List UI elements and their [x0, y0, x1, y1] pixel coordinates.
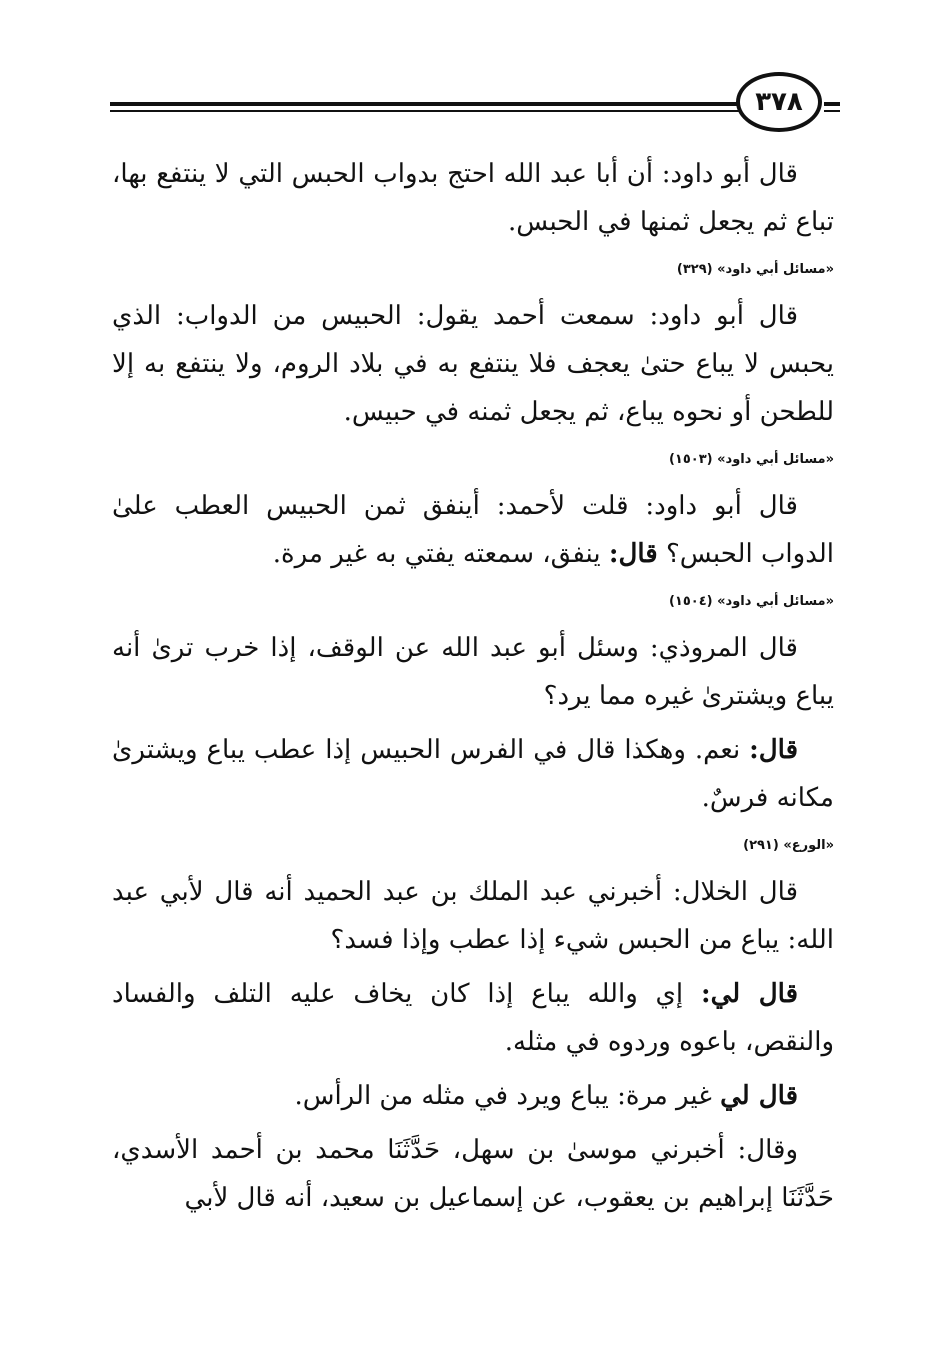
source-reference: «مسائل أبي داود» (٣٢٩) [676, 262, 834, 277]
paragraph-text: قال أبو داود: قلت لأحمد: أينفق ثمن الحبيس العطب علىٰ الدواب الحبس؟ [112, 491, 834, 569]
paragraph [112, 868, 834, 964]
header-rule-thick [110, 102, 740, 106]
paragraph [112, 1126, 834, 1222]
speaker-label: قال: [608, 539, 658, 569]
page-number-badge [736, 72, 822, 132]
paragraph-text: قال الخلال: أخبرني عبد الملك بن عبد الحميد أنه قال لأبي عبد الله: يباع من الحبس شيء إذا عطب وإذا فسد؟ [112, 877, 834, 955]
paragraph-text: غير مرة: يباع ويرد في مثله من الرأس. [294, 1081, 712, 1111]
page-header [110, 70, 840, 134]
header-rule-thin [110, 110, 740, 112]
page-number: ٣٧٨ [755, 87, 803, 117]
paragraph [112, 624, 834, 720]
speaker-label: قال لي [720, 1081, 798, 1111]
paragraph [112, 292, 834, 436]
page-body [112, 150, 834, 1222]
header-rule-thin-right [824, 110, 840, 112]
paragraph-text: وقال: أخبرني موسىٰ بن سهل، حَدَّثَنَا محمد بن أحمد الأسدي، حَدَّثَنَا إبراهيم بن يعقوب، عن إسماعيل بن سعيد، أنه قال لأبي [112, 1135, 834, 1213]
paragraph-text: قال المروذي: وسئل أبو عبد الله عن الوقف، إذا خرب ترىٰ أنه يباع ويشترىٰ غيره مما يرد؟ [112, 633, 834, 711]
source-reference: «مسائل أبي داود» (١٥٠٣) [668, 452, 834, 467]
speaker-label: قال لي: [700, 979, 799, 1009]
source-reference: «الورع» (٢٩١) [743, 838, 834, 853]
paragraph-text: نعم. وهكذا قال في الفرس الحبيس إذا عطب يباع ويشترىٰ مكانه فرسٌ. [112, 735, 834, 813]
paragraph [112, 482, 834, 578]
source-reference: «مسائل أبي داود» (١٥٠٤) [668, 594, 834, 609]
header-rule-thick-right [824, 102, 840, 106]
speaker-label: قال: [749, 735, 798, 765]
paragraph [112, 970, 834, 1066]
paragraph-text: قال أبو داود: سمعت أحمد يقول: الحبيس من الدواب: الذي يحبس لا يباع حتىٰ يعجف فلا ينتفع به في بلاد الروم، ولا ينتفع به إلا للطحن أو نحوه يباع، ثم يجعل ثمنه في حبيس. [112, 301, 834, 427]
paragraph [112, 150, 834, 246]
paragraph [112, 726, 834, 822]
paragraph-text: إي والله يباع إذا كان يخاف عليه التلف والفساد والنقص، باعوه وردوه في مثله. [112, 979, 834, 1057]
paragraph-text: ينفق، سمعته يفتي به غير مرة. [272, 539, 601, 569]
paragraph-text: قال أبو داود: أن أبا عبد الله احتج بدواب الحبس التي لا ينتفع بها، تباع ثم يجعل ثمنها في الحبس. [112, 159, 834, 237]
paragraph [112, 1072, 834, 1120]
